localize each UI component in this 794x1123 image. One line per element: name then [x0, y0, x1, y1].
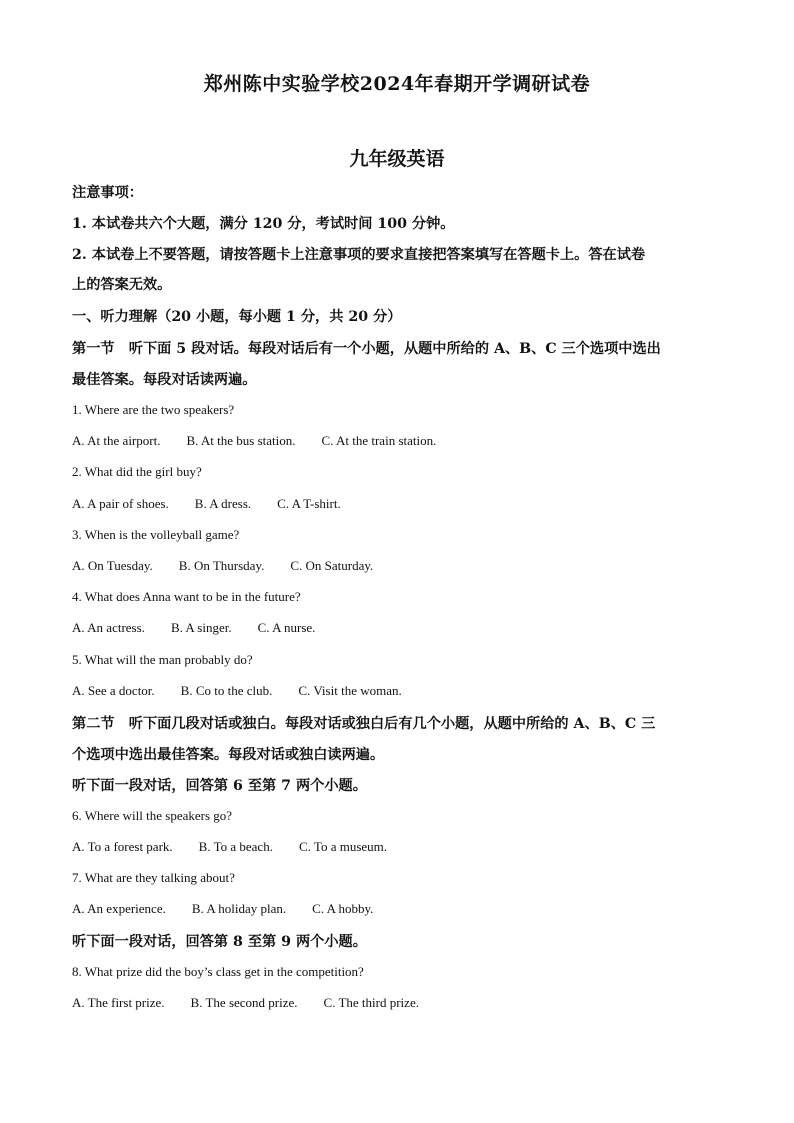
- question-5: 5. What will the man probably do?: [72, 652, 253, 667]
- option-a: A. See a doctor.: [72, 683, 155, 698]
- option-a: A. To a forest park.: [72, 839, 173, 854]
- question-3-options: [72, 558, 724, 574]
- option-b: B. The second prize.: [190, 995, 298, 1010]
- question-3: 3. When is the volleyball game?: [72, 527, 240, 542]
- question-2-options: [72, 496, 724, 512]
- option-a: A. The first prize.: [72, 995, 165, 1010]
- option-b: B. Co to the club.: [180, 683, 273, 698]
- section1-instruction-line1: 第一节 听下面 5 段对话。每段对话后有一个小题，从题中所给的 A、B、C 三个选项中选出: [72, 341, 661, 357]
- exam-subtitle: 九年级英语: [349, 148, 445, 170]
- option-c: C. A T-shirt.: [277, 496, 341, 511]
- question-2: 2. What did the girl buy?: [72, 464, 202, 479]
- section2-instruction-line2: 个选项中选出最佳答案。每段对话或独白读两遍。: [72, 747, 385, 763]
- part1-heading: 一、听力理解（20 小题，每小题 1 分，共 20 分）: [72, 309, 402, 325]
- option-b: B. On Thursday.: [178, 558, 265, 573]
- option-a: A. A pair of shoes.: [72, 496, 169, 511]
- option-b: B. To a beach.: [198, 839, 273, 854]
- option-c: C. At the train station.: [321, 433, 437, 448]
- question-1-options: [72, 433, 724, 449]
- question-7-options: [72, 901, 724, 917]
- section2-instruction-line1: 第二节 听下面几段对话或独白。每段对话或独白后有几个小题，从题中所给的 A、B、C 三: [72, 716, 656, 732]
- instruction-q6-q7: 听下面一段对话，回答第 6 至第 7 两个小题。: [72, 778, 367, 794]
- option-b: B. A holiday plan.: [191, 901, 287, 916]
- question-8: 8. What prize did the boy’s class get in the competition?: [72, 964, 364, 979]
- option-c: C. A hobby.: [312, 901, 374, 916]
- option-a: A. At the airport.: [72, 433, 161, 448]
- question-8-options: [72, 995, 724, 1011]
- notice-heading: 注意事项：: [72, 185, 143, 201]
- question-6: 6. Where will the speakers go?: [72, 808, 233, 823]
- question-4: 4. What does Anna want to be in the future?: [72, 589, 301, 604]
- option-b: B. A dress.: [194, 496, 252, 511]
- notice-item-1: 1. 本试卷共六个大题，满分 120 分，考试时间 100 分钟。: [72, 216, 455, 232]
- question-7: 7. What are they talking about?: [72, 870, 235, 885]
- option-c: C. Visit the woman.: [298, 683, 402, 698]
- option-b: B. At the bus station.: [186, 433, 296, 448]
- option-c: C. The third prize.: [323, 995, 419, 1010]
- option-a: A. An experience.: [72, 901, 166, 916]
- section1-instruction-line2: 最佳答案。每段对话读两遍。: [72, 372, 257, 388]
- question-1: 1. Where are the two speakers?: [72, 402, 235, 417]
- notice-item-2-line2: 上的答案无效。: [72, 277, 172, 293]
- question-4-options: [72, 620, 724, 636]
- notice-item-2-line1: 2. 本试卷上不要答题，请按答题卡上注意事项的要求直接把答案填写在答题卡上。答在试卷: [72, 247, 646, 263]
- option-c: C. On Saturday.: [290, 558, 374, 573]
- option-c: C. To a museum.: [298, 839, 388, 854]
- instruction-q8-q9: 听下面一段对话，回答第 8 至第 9 两个小题。: [72, 934, 367, 950]
- option-c: C. A nurse.: [257, 620, 316, 635]
- question-6-options: [72, 839, 724, 855]
- option-a: A. An actress.: [72, 620, 145, 635]
- option-b: B. A singer.: [170, 620, 232, 635]
- exam-title: 郑州陈中实验学校2024年春期开学调研试卷: [203, 73, 591, 95]
- question-5-options: [72, 683, 724, 699]
- option-a: A. On Tuesday.: [72, 558, 153, 573]
